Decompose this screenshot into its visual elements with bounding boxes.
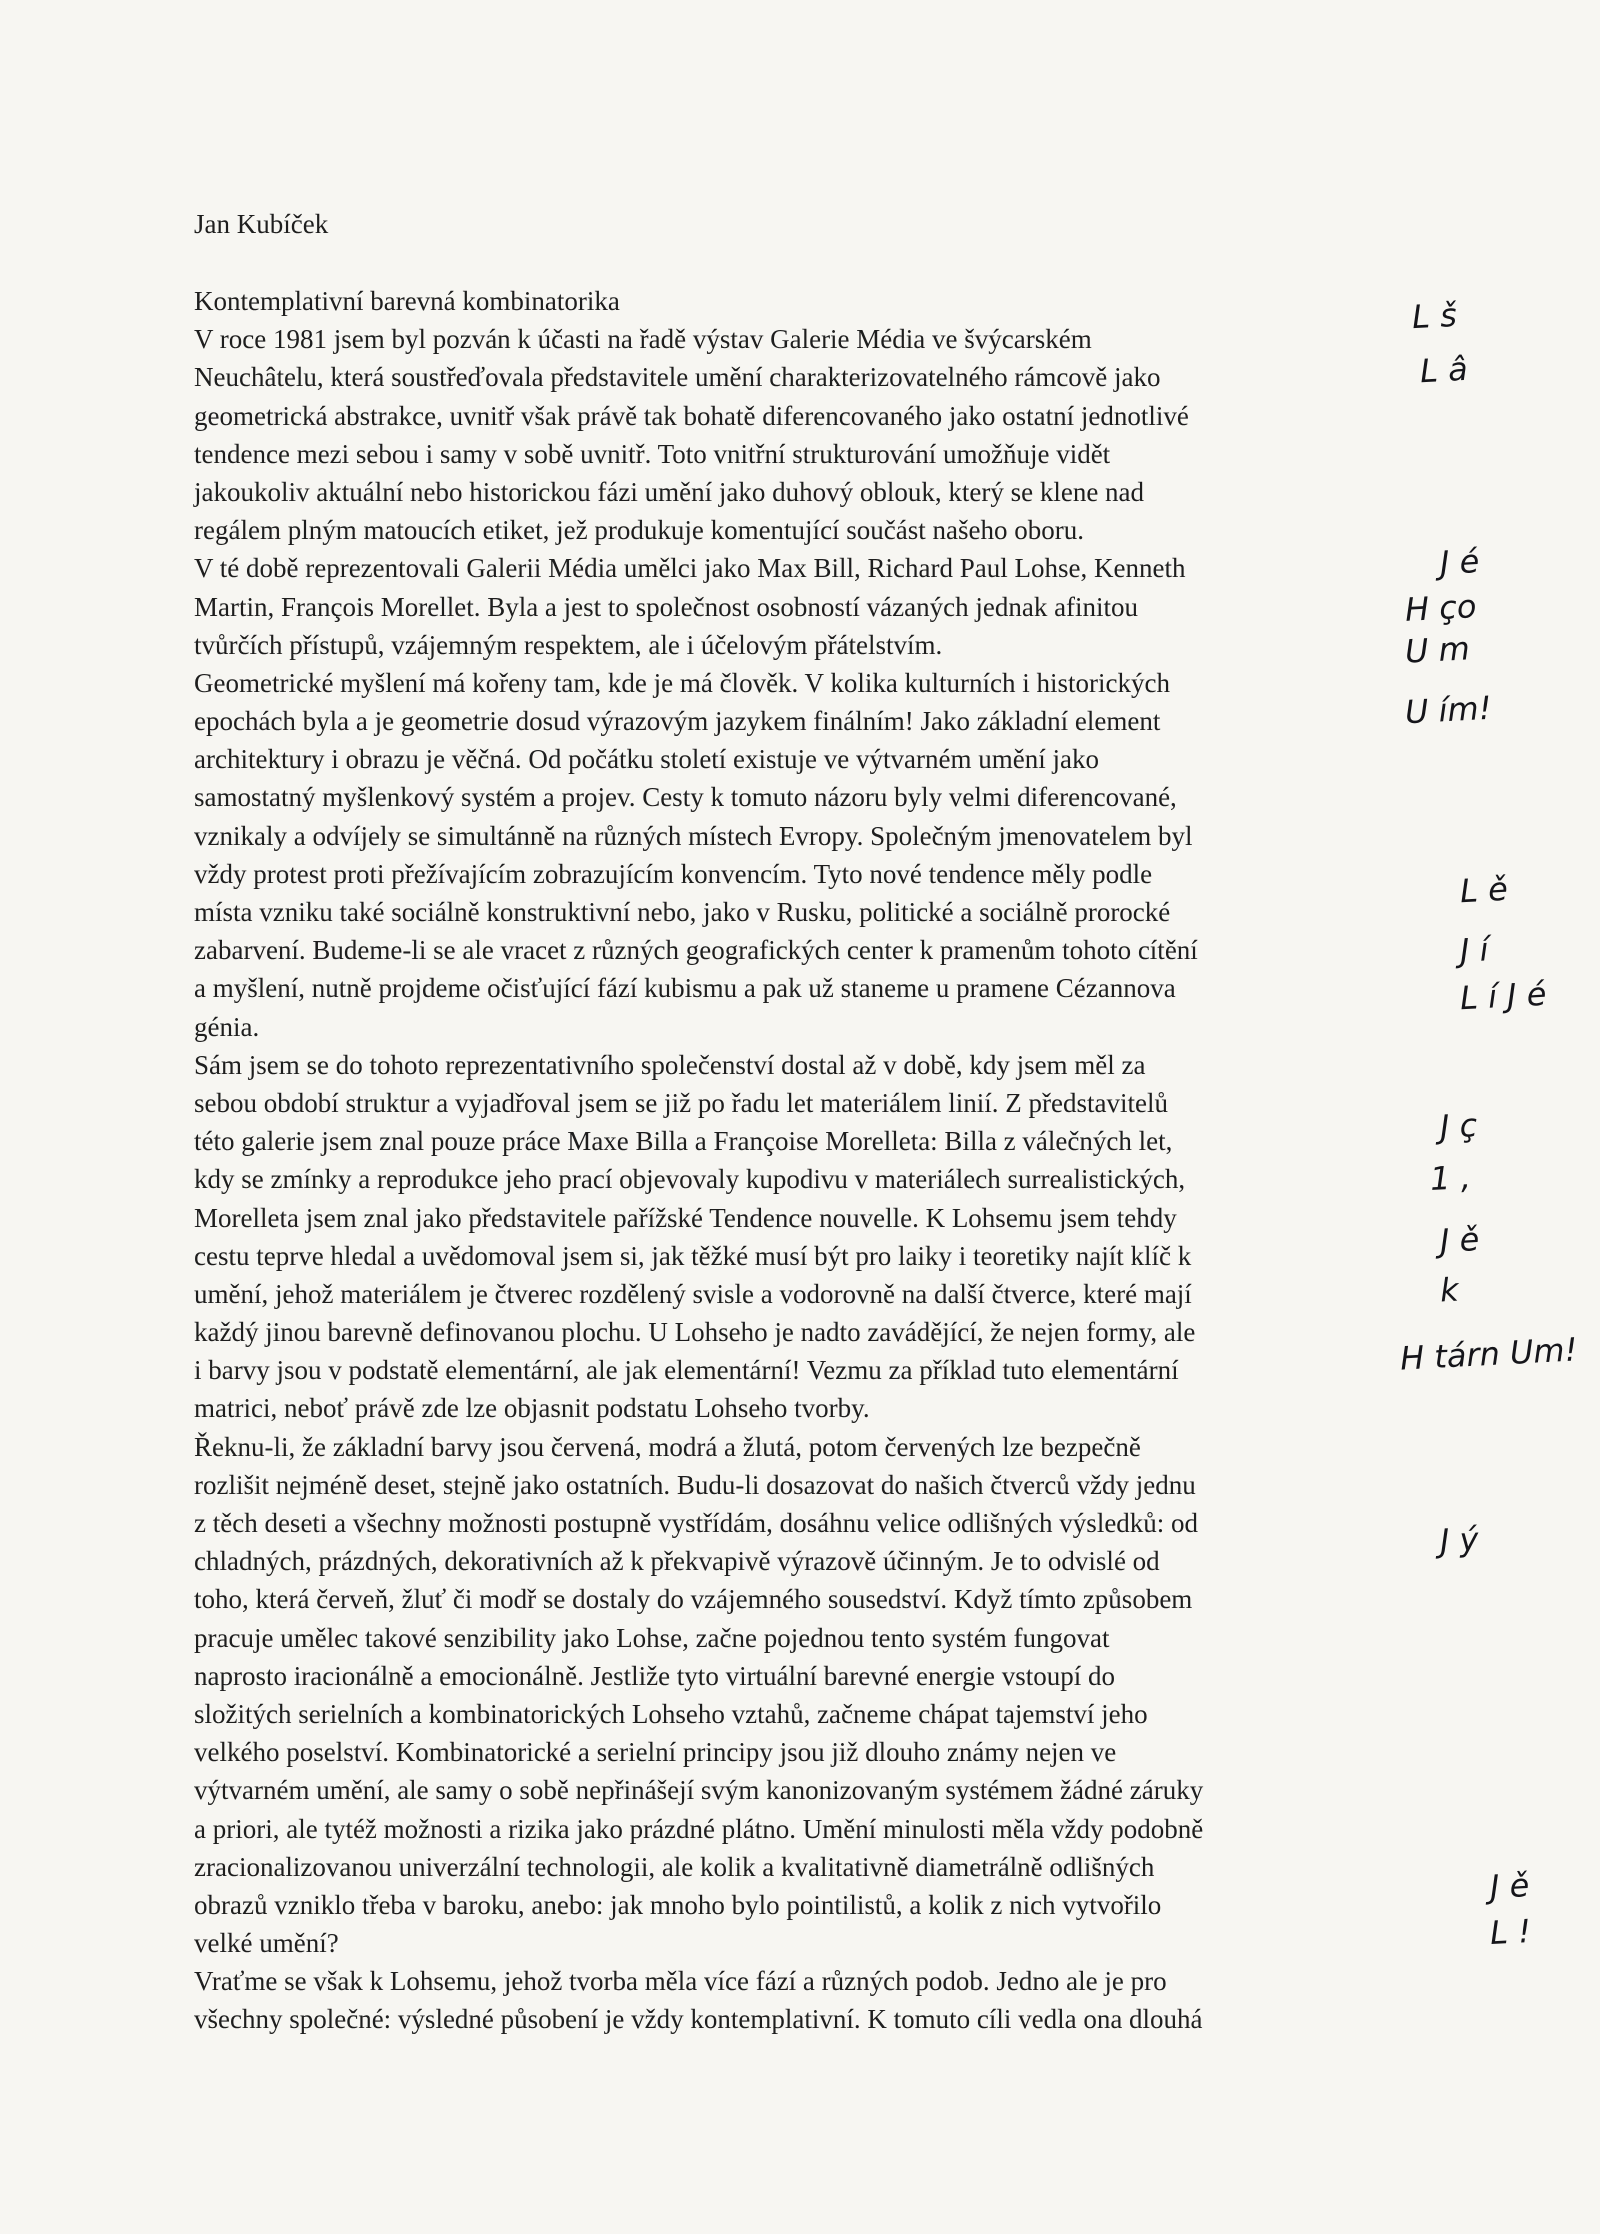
text-line: naprosto iracionálně a emocionálně. Jestliže tyto virtuální barevné energie vstoupí do <box>194 1660 1115 1691</box>
text-line: zabarvení. Budeme-li se ale vracet z různých geografických center k pramenům tohoto cítění <box>194 935 1198 966</box>
text-line: epochách byla a je geometrie dosud výrazovým jazykem finálním! Jako základní element <box>194 706 1161 737</box>
margin-note: L â <box>1419 349 1469 391</box>
text-line: cestu teprve hledal a uvědomoval jsem si, jak těžké musí být pro laiky i teoretiky najít klíč k <box>194 1240 1192 1271</box>
text-line: všechny společné: výsledné působení je vždy kontemplativní. K tomuto cíli vedla ona dlouhá <box>194 2004 1203 2035</box>
text-line: génia. <box>194 1011 260 1042</box>
text-line: umění, jehož materiálem je čtverec rozdělený svisle a vodorovně na další čtverce, které mají <box>194 1278 1192 1309</box>
text-line: jakoukoliv aktuální nebo historickou fázi umění jako duhový oblouk, který se klene nad <box>194 476 1145 507</box>
margin-note: J ě <box>1439 1219 1481 1261</box>
text-line: V roce 1981 jsem byl pozván k účasti na řadě výstav Galerie Média ve švýcarském <box>194 324 1092 355</box>
text-line: Sám jsem se do tohoto reprezentativního společenství dostal až v době, kdy jsem měl za <box>194 1049 1146 1080</box>
text-line: i barvy jsou v podstatě elementární, ale jak elementární! Vezmu za příklad tuto elementární <box>194 1355 1179 1386</box>
text-line: chladných, prázdných, dekorativních až k překvapivě výrazově účinným. Je to odvislé od <box>194 1546 1160 1577</box>
text-line: tendence mezi sebou i samy v sobě uvnitř. Toto vnitřní strukturování umožňuje vidět <box>194 438 1111 469</box>
text-line: obrazů vzniklo třeba v baroku, anebo: jak mnoho bylo pointilistů, a kolik z nich vytvořilo <box>194 1889 1162 1920</box>
text-line: Neuchâtelu, která soustřeďovala představitele umění charakterizovatelného rámcově jako <box>194 362 1161 393</box>
text-line: Geometrické myšlení má kořeny tam, kde je má člověk. V kolika kulturních i historických <box>194 667 1171 698</box>
text-line: každý jinou barevně definovanou plochu. U Lohseho je nadto zavádějící, že nejen formy, ale <box>194 1317 1196 1348</box>
text-line: tvůrčích přístupů, vzájemným respektem, ale i účelovým přátelstvím. <box>194 629 943 660</box>
margin-note: U m <box>1404 629 1471 671</box>
margin-note: J é <box>1439 541 1481 583</box>
text-line: Martin, François Morellet. Byla a jest to společnost osobností vázaných jednak afinitou <box>194 591 1139 622</box>
text-line: z těch deseti a všechny možnosti postupně vystřídám, dosáhnu velice odlišných výsledků: od <box>194 1508 1199 1538</box>
text-line: kdy se zmínky a reprodukce jeho prací objevovaly kupodivu v materiálech surrealistických, <box>194 1164 1186 1195</box>
text-line: Vraťme se však k Lohsemu, jehož tvorba měla více fází a různých podob. Jedno ale je pro <box>194 1966 1167 1997</box>
text-line: a myšlení, nutně projdeme očisťující fází kubismu a pak už staneme u pramene Cézannova <box>194 973 1176 1004</box>
text-line: složitých serielních a kombinatorických Lohseho vztahů, začneme chápat tajemství jeho <box>194 1698 1148 1729</box>
text-line: této galerie jsem znal pouze práce Maxe Billa a Françoise Morelleta: Billa z válečných let, <box>194 1126 1173 1157</box>
margin-note: L š <box>1411 295 1458 337</box>
text-line: velké umění? <box>194 1928 339 1959</box>
margin-note: 1 , <box>1429 1157 1472 1199</box>
text-line: regálem plným matoucích etiket, jež produkuje komentující součást našeho oboru. <box>194 515 1084 546</box>
article-title: Kontemplativní barevná kombinatorika <box>194 286 620 316</box>
margin-note: J ě <box>1489 1865 1531 1907</box>
text-line: vznikaly a odvíjely se simultánně na různých místech Evropy. Společným jmenovatelem byl <box>194 820 1193 851</box>
text-line: Morelleta jsem znal jako představitele pařížské Tendence nouvelle. K Lohsemu jsem tehdy <box>194 1202 1177 1233</box>
margin-note: H tárn Um! <box>1399 1330 1579 1378</box>
margin-note: J í <box>1459 930 1490 970</box>
text-line: výtvarném umění, ale samy o sobě nepřinášejí svým kanonizovaným systémem žádné záruky <box>194 1775 1204 1806</box>
margin-note: J ý <box>1439 1520 1480 1560</box>
margin-note: J ç <box>1439 1106 1479 1146</box>
margin-note: H ço <box>1404 587 1478 629</box>
text-line: velkého poselství. Kombinatorické a serielní principy jsou již dlouho známy nejen ve <box>194 1737 1117 1768</box>
margin-note: U ím! <box>1404 688 1493 732</box>
margin-note: L í J é <box>1459 974 1548 1018</box>
text-line: matrici, neboť právě zde lze objasnit podstatu Lohseho tvorby. <box>194 1393 870 1424</box>
text-line: zracionalizovanou univerzální technologii, ale kolik a kvalitativně diametrálně odlišných <box>194 1851 1155 1882</box>
margin-note: L ě <box>1459 869 1509 911</box>
text-line: místa vzniku také sociálně konstruktivní nebo, jako v Rusku, politické a sociálně prorocké <box>194 897 1171 927</box>
text-line: V té době reprezentovali Galerii Média umělci jako Max Bill, Richard Paul Lohse, Kenneth <box>194 553 1186 584</box>
text-line: a priori, ale tytéž možnosti a rizika jako prázdné plátno. Umění minulosti měla vždy podobně <box>194 1813 1204 1844</box>
text-line: vždy protest proti přežívajícím zobrazujícím konvencím. Tyto nové tendence měly podle <box>194 858 1153 889</box>
text-line: rozlišit nejméně deset, stejně jako ostatních. Budu-li dosazovat do našich čtverců vždy jednu <box>194 1469 1196 1500</box>
margin-note: L ! <box>1489 1911 1532 1953</box>
text-line: geometrická abstrakce, uvnitř však právě tak bohatě diferencovaného jako ostatní jednotlivé <box>194 400 1189 431</box>
text-line: Řeknu-li, že základní barvy jsou červená, modrá a žlutá, potom červených lze bezpečně <box>194 1431 1141 1462</box>
text-line: sebou období struktur a vyjadřoval jsem se již po řadu let materiálem linií. Z představitelů <box>194 1087 1169 1118</box>
text-line: toho, která červeň, žluť či modř se dostaly do vzájemného sousedství. Když tímto způsobem <box>194 1584 1193 1615</box>
text-line: samostatný myšlenkový systém a projev. Cesty k tomuto názoru byly velmi diferencované, <box>194 782 1177 813</box>
author-name: Jan Kubíček <box>194 209 329 239</box>
text-line: pracuje umělec takové senzibility jako Lohse, začne pojednou tento systém fungovat <box>194 1622 1110 1653</box>
margin-note: k <box>1439 1270 1460 1310</box>
text-line: architektury i obrazu je věčná. Od počátku století existuje ve výtvarném umění jako <box>194 744 1099 775</box>
